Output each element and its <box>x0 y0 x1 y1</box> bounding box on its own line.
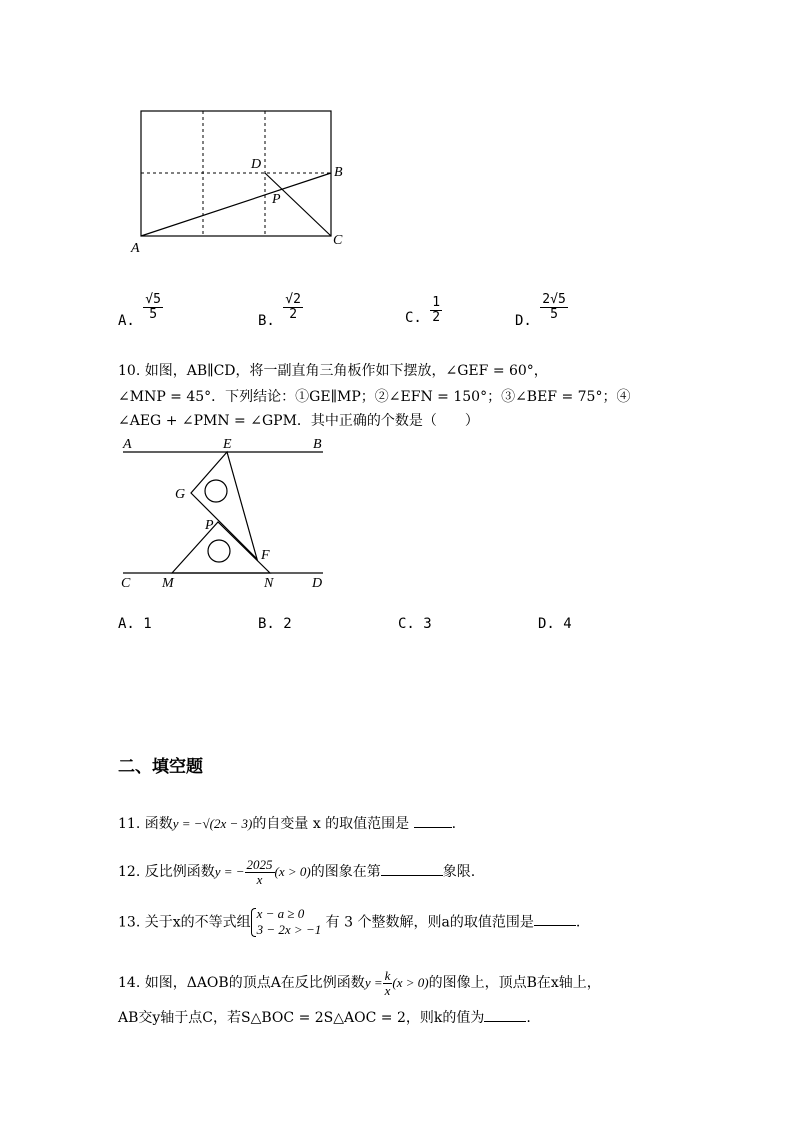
answer-blank <box>414 827 452 828</box>
label-M: M <box>162 576 174 591</box>
label-G: G <box>175 487 186 502</box>
answer-blank <box>534 925 576 926</box>
q10-option-b: B. 2 <box>258 616 292 632</box>
label-P: P <box>205 518 214 533</box>
label-B: B <box>313 437 322 452</box>
q9-option-d: D. $\frac{2√5}{5}$ <box>515 292 566 330</box>
label-D: D <box>251 157 262 172</box>
q10-line3: ∠AEG + ∠PMN = ∠GPM．其中正确的个数是（ ） <box>118 413 479 429</box>
label-A: A <box>123 437 132 452</box>
q10-line2: ∠MNP = 45°．下列结论：①GE∥MP；②∠EFN = 150°；③∠BEF = 75°；④ <box>118 389 631 405</box>
q10-option-d: D. 4 <box>538 616 572 632</box>
section-title: 二、填空题 <box>118 757 203 777</box>
label-E: E <box>223 437 232 452</box>
answer-blank <box>381 875 443 876</box>
label-C: C <box>333 233 343 248</box>
q10-line1: 10. 如图，AB∥CD，将一副直角三角板作如下摆放，∠GEF = 60°， <box>118 363 548 379</box>
q9-option-b: B. $\frac{√2}{2}$ <box>258 292 301 330</box>
q14-line2: AB交y轴于点C，若S△BOC = 2S△AOC = 2，则k的值为 . <box>118 1010 531 1026</box>
q10-option-c: C. 3 <box>398 616 432 632</box>
label-P: P <box>272 192 281 207</box>
figure-q10 <box>115 432 335 592</box>
q12: 12. 反比例函数y = − $\frac{2025}{x}$ (x > 0)的图象在第 象限. <box>118 857 476 887</box>
label-A: A <box>131 241 140 256</box>
q14-line1: 14. 如图，ΔAOB的顶点A在反比例函数y = $\frac{k}{x}$ (x > 0)的图像上，顶点B在x轴上， <box>118 968 601 998</box>
q13: 13. 关于x的不等式组 x − a ≥ 0 3 − 2x > −1 有 3 个整数解，则a的取值范围是 . <box>118 906 581 938</box>
q9-option-c: C. $\frac{1}{2}$ <box>405 295 441 327</box>
label-B: B <box>334 165 343 180</box>
q11: 11. 函数y = −√(2x − 3)的自变量 x 的取值范围是 . <box>118 816 457 832</box>
answer-blank <box>484 1021 526 1022</box>
label-C: C <box>121 576 131 591</box>
q10-option-a: A. 1 <box>118 616 152 632</box>
label-D: D <box>312 576 323 591</box>
figure-q9 <box>125 100 355 260</box>
label-N: N <box>264 576 274 591</box>
q9-option-a: A. $\frac{√5}{5}$ <box>118 292 161 330</box>
label-F: F <box>261 548 270 563</box>
